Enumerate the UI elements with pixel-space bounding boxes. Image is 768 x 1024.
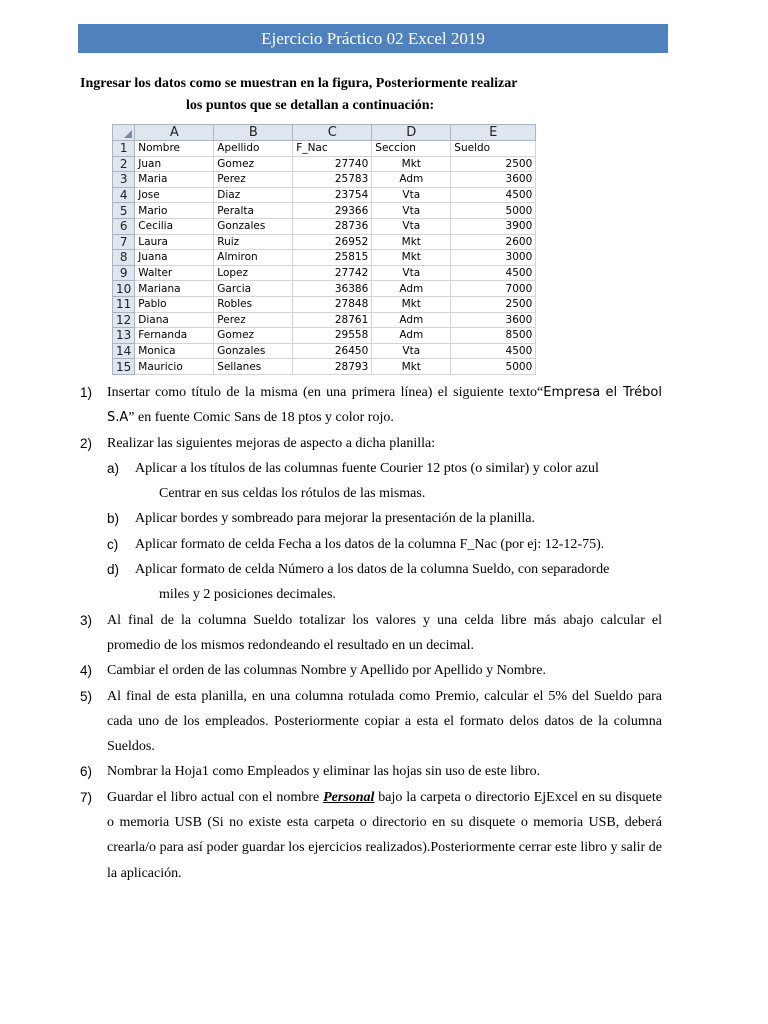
cell: Mkt: [372, 250, 451, 266]
page-title: Ejercicio Práctico 02 Excel 2019: [261, 29, 485, 48]
subtask-text: Aplicar formato de celda Fecha a los datos de la columna F_Nac (por ej: 12-12-75).: [135, 536, 605, 552]
task-text: Guardar el libro actual con el nombre: [107, 789, 324, 805]
row-number: 12: [113, 312, 135, 328]
column-header-row: [113, 125, 536, 141]
subtask-item: [107, 506, 662, 531]
data-row: [113, 156, 536, 172]
cell: 27848: [293, 296, 372, 312]
data-row: [113, 172, 536, 188]
task-number: 4): [80, 663, 93, 679]
task-text: Cambiar el orden de las columnas Nombre y Apellido por Apellido y Nombre.: [107, 663, 546, 679]
subtask-item: [107, 456, 662, 507]
header-cell: Apellido: [214, 141, 293, 157]
cell: 3900: [451, 218, 536, 234]
cell: 26450: [293, 343, 372, 359]
cell: Diana: [135, 312, 214, 328]
cell: Perez: [214, 312, 293, 328]
task-item: [80, 608, 662, 659]
page-title-banner: [78, 24, 668, 53]
cell: Mkt: [372, 234, 451, 250]
column-letter: E: [451, 125, 536, 141]
cell: Adm: [372, 281, 451, 297]
cell: Adm: [372, 328, 451, 344]
cell: 23754: [293, 187, 372, 203]
cell: 3000: [451, 250, 536, 266]
cell: Juana: [135, 250, 214, 266]
data-row: [113, 218, 536, 234]
cell: Vta: [372, 187, 451, 203]
row-number: 5: [113, 203, 135, 219]
header-cell: Sueldo: [451, 141, 536, 157]
row-number: 15: [113, 359, 135, 375]
cell: 7000: [451, 281, 536, 297]
data-row: [113, 250, 536, 266]
task-text: Al final de la columna Sueldo totalizar los valores y una celda libre más abajo calcular el promedio de los mismos redondeando el resultado en un decimal.: [107, 612, 662, 653]
column-letter: B: [214, 125, 293, 141]
row-number: 14: [113, 343, 135, 359]
data-row: [113, 281, 536, 297]
spreadsheet-image: [112, 124, 536, 375]
cell: 4500: [451, 343, 536, 359]
task-item: [80, 431, 662, 608]
subtask-letter: b): [107, 511, 120, 527]
row-number: 8: [113, 250, 135, 266]
cell: 4500: [451, 187, 536, 203]
row-number: 6: [113, 218, 135, 234]
column-letter: D: [372, 125, 451, 141]
cell: 5000: [451, 203, 536, 219]
cell: Cecilia: [135, 218, 214, 234]
row-number: 7: [113, 234, 135, 250]
task-number: 2): [80, 435, 93, 451]
cell: 5000: [451, 359, 536, 375]
data-row: [113, 265, 536, 281]
task-number: 1): [80, 385, 93, 400]
task-text-comic: el Trébol S.A: [107, 385, 662, 426]
subtask-text: Centrar en sus celdas los rótulos de las mismas.: [159, 486, 426, 502]
task-item: [80, 684, 662, 760]
subtask-letter: d): [107, 562, 120, 578]
cell: Adm: [372, 312, 451, 328]
row-number: 10: [113, 281, 135, 297]
cell: Almiron: [214, 250, 293, 266]
cell: Laura: [135, 234, 214, 250]
column-letter: A: [135, 125, 214, 141]
cell: 2500: [451, 156, 536, 172]
intro-line-2: los puntos que se detallan a continuación:: [186, 98, 435, 113]
header-cell: Nombre: [135, 141, 214, 157]
cell: Mkt: [372, 296, 451, 312]
cell: 29558: [293, 328, 372, 344]
row-number: 1: [113, 141, 135, 157]
row-number: 13: [113, 328, 135, 344]
cell: Pablo: [135, 296, 214, 312]
cell: Gonzales: [214, 343, 293, 359]
filename-personal: Personal: [323, 789, 375, 805]
cell: Lopez: [214, 265, 293, 281]
task-item: [80, 785, 662, 886]
task-text: Realizar las siguientes mejoras de aspecto a dicha planilla:: [107, 435, 436, 451]
intro-text: [80, 74, 680, 116]
cell: 2600: [451, 234, 536, 250]
cell: Garcia: [214, 281, 293, 297]
row-number: 2: [113, 156, 135, 172]
cell: Vta: [372, 218, 451, 234]
subtask-text: miles y 2 posiciones decimales.: [159, 587, 336, 603]
data-row: [113, 359, 536, 375]
data-row: [113, 343, 536, 359]
subtask-text: Aplicar bordes y sombreado para mejorar la presentación de la planilla.: [135, 511, 536, 527]
cell: Vta: [372, 265, 451, 281]
cell: 28761: [293, 312, 372, 328]
subtask-item: [107, 557, 662, 608]
data-row: [113, 328, 536, 344]
cell: Adm: [372, 172, 451, 188]
cell: 27742: [293, 265, 372, 281]
cell: Sellanes: [214, 359, 293, 375]
cell: Fernanda: [135, 328, 214, 344]
cell: Robles: [214, 296, 293, 312]
cell: Mkt: [372, 359, 451, 375]
cell: 2500: [451, 296, 536, 312]
task-item: [80, 380, 662, 431]
data-row: [113, 296, 536, 312]
intro-line-1: Ingresar los datos como se muestran en la figura, Posteriormente realizar: [80, 76, 518, 91]
cell: Peralta: [214, 203, 293, 219]
cell: 29366: [293, 203, 372, 219]
task-text: Al final de esta planilla, en una columna rotulada como Premio, calcular el 5% del Sueldo para cada uno de los empleados. Posteriormente copiar a esta el formato delos datos de la columna Sueldos.: [107, 688, 662, 755]
cell: Juan: [135, 156, 214, 172]
task-item: [80, 658, 662, 683]
cell: Jose: [135, 187, 214, 203]
task-text-comic: Empresa: [543, 385, 601, 400]
subtask-text: Aplicar formato de celda Número a los datos de la columna Sueldo, con separadorde: [135, 562, 610, 578]
cell: 25815: [293, 250, 372, 266]
column-letter: C: [293, 125, 372, 141]
cell: 27740: [293, 156, 372, 172]
cell: Mauricio: [135, 359, 214, 375]
cell: Walter: [135, 265, 214, 281]
row-number: 11: [113, 296, 135, 312]
subtask-item: [107, 532, 662, 557]
data-row: [113, 234, 536, 250]
task-item: [80, 759, 662, 784]
cell: 28736: [293, 218, 372, 234]
subtask-letter: a): [107, 460, 120, 476]
data-row: [113, 203, 536, 219]
select-all-corner: [113, 125, 135, 141]
cell: Mkt: [372, 156, 451, 172]
task-text: Insertar como título de la misma (en una primera línea) el siguiente texto“: [107, 385, 544, 400]
task-text: Nombrar la Hoja1 como Empleados y eliminar las hojas sin uso de este libro.: [107, 764, 541, 780]
task-number: 3): [80, 612, 93, 628]
subtask-list: [107, 456, 662, 608]
cell: Diaz: [214, 187, 293, 203]
subtask-text: Aplicar a los títulos de las columnas fuente Courier 12 ptos (o similar) y color azul: [135, 460, 599, 476]
select-all-triangle-icon: [124, 130, 132, 138]
cell: Gomez: [214, 156, 293, 172]
sheet-body: [113, 141, 536, 375]
cell: Mario: [135, 203, 214, 219]
cell: Perez: [214, 172, 293, 188]
cell: Vta: [372, 343, 451, 359]
cell: Gomez: [214, 328, 293, 344]
task-number: 7): [80, 789, 93, 805]
cell: 8500: [451, 328, 536, 344]
cell: 26952: [293, 234, 372, 250]
cell: 36386: [293, 281, 372, 297]
cell: Monica: [135, 343, 214, 359]
data-row: [113, 187, 536, 203]
cell: 3600: [451, 312, 536, 328]
cell: 28793: [293, 359, 372, 375]
task-text: ” en fuente Comic Sans de 18 ptos y color rojo.: [128, 410, 394, 426]
cell: Maria: [135, 172, 214, 188]
subtask-letter: c): [107, 536, 119, 552]
data-row: [113, 312, 536, 328]
task-number: 6): [80, 764, 93, 780]
row-number: 4: [113, 187, 135, 203]
header-cell: Seccion: [372, 141, 451, 157]
header-row: [113, 141, 536, 157]
cell: 25783: [293, 172, 372, 188]
header-cell: F_Nac: [293, 141, 372, 157]
task-number: 5): [80, 688, 93, 704]
cell: Vta: [372, 203, 451, 219]
cell: Ruiz: [214, 234, 293, 250]
cell: Gonzales: [214, 218, 293, 234]
cell: 4500: [451, 265, 536, 281]
cell: Mariana: [135, 281, 214, 297]
cell: 3600: [451, 172, 536, 188]
row-number: 3: [113, 172, 135, 188]
row-number: 9: [113, 265, 135, 281]
task-list: [80, 380, 662, 886]
task-text: bajo la carpeta o directorio EjExcel en su disquete o memoria USB (Si no existe esta carpeta o directorio en su disquete o memoria USB, deberá crearla/o para así poder guardar los ejercicios realizados).Posteriormente cerrar este libro y salir de la aplicación.: [107, 789, 662, 881]
